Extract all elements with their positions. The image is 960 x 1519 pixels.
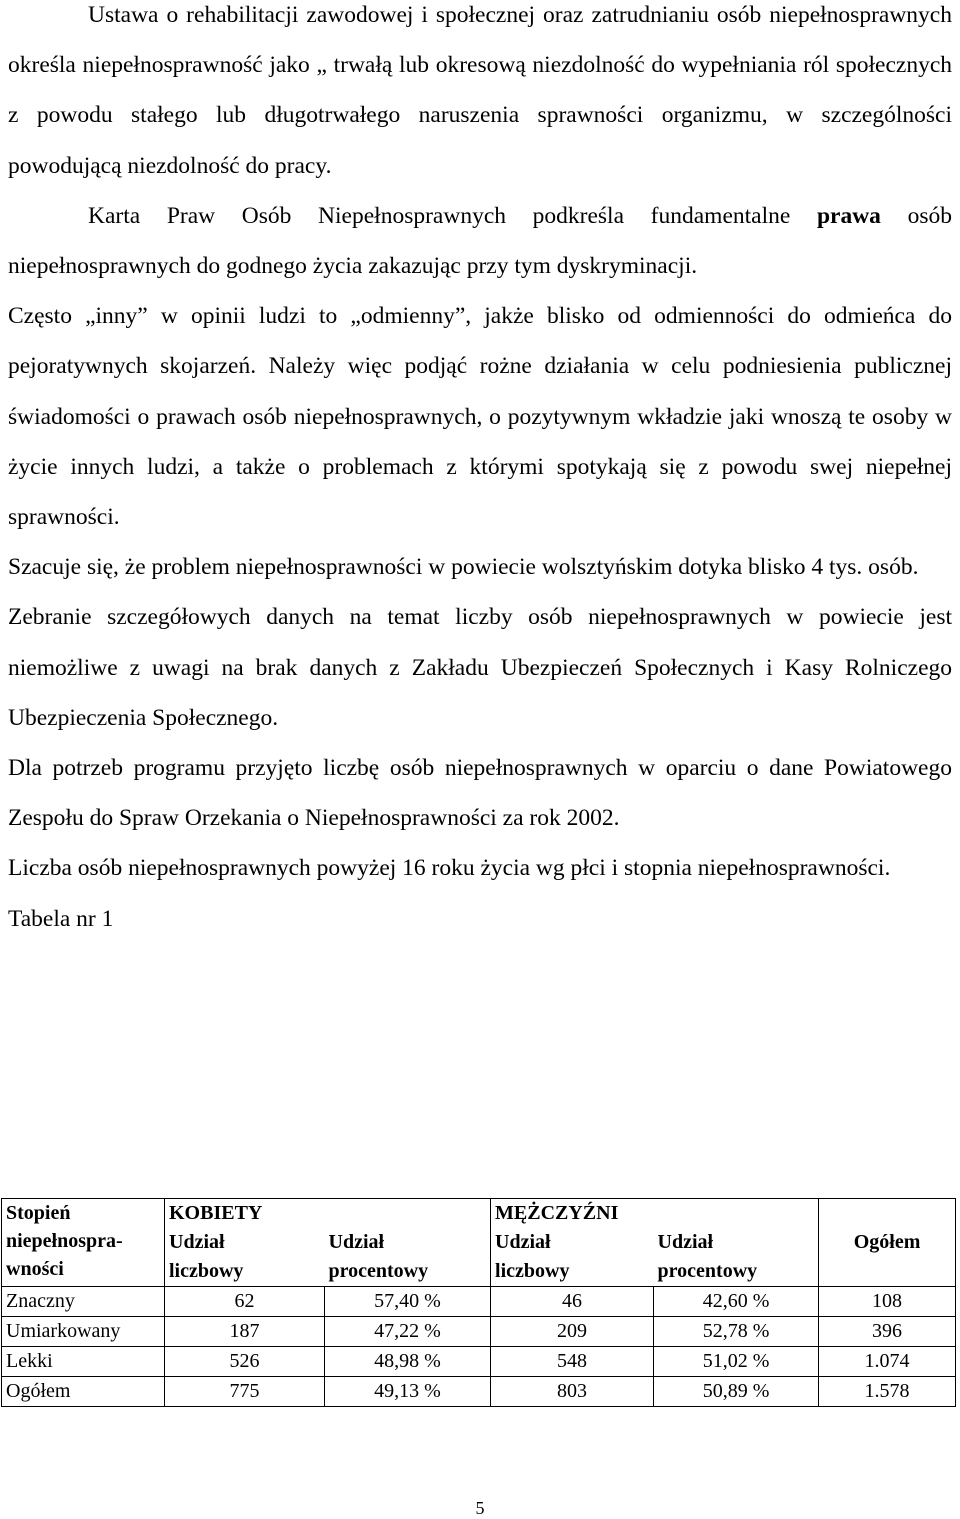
cell-mezczyzni-procentowy: 52,78 % bbox=[654, 1317, 819, 1347]
paragraph-czesto: Często „inny” w opinii ludzi to „odmienny”, jakże blisko od odmienności do odmieńca do pejoratywnych skojarzeń. Należy więc podjąć rożne działania w celu podniesienia publicznej świadomości o prawach osób niepełnosprawnych, o pozytywnym wkładzie jaki wnoszą te osoby w życie innych ludzi, a także o problemach z którymi spotykają się z powodu swej niepełnej sprawności. bbox=[8, 303, 952, 531]
cell-kobiety-procentowy: 49,13 % bbox=[325, 1377, 491, 1407]
paragraph-karta-text-1: Karta Praw Osób Niepełnosprawnych podkreśla fundamentalne bbox=[88, 202, 817, 229]
cell-ogolem: 108 bbox=[819, 1287, 956, 1317]
row-label: Lekki bbox=[2, 1347, 165, 1377]
cell-mezczyzni-liczbowy: 548 bbox=[491, 1347, 654, 1377]
cell-mezczyzni-procentowy: 50,89 % bbox=[654, 1377, 819, 1407]
cell-mezczyzni-liczbowy: 209 bbox=[491, 1317, 654, 1347]
header-procentowy: procentowy bbox=[657, 1260, 758, 1282]
cell-kobiety-procentowy: 47,22 % bbox=[325, 1317, 491, 1347]
header-stopien-l2: niepełnospra- bbox=[6, 1230, 123, 1252]
row-label: Umiarkowany bbox=[2, 1317, 165, 1347]
paragraph-karta-bold: prawa bbox=[816, 202, 881, 229]
header-udzial: Udział bbox=[657, 1231, 714, 1253]
cell-kobiety-liczbowy: 62 bbox=[165, 1287, 325, 1317]
cell-ogolem: 1.074 bbox=[819, 1347, 956, 1377]
cell-kobiety-liczbowy: 775 bbox=[165, 1377, 325, 1407]
paragraph-zebranie: Zebranie szczegółowych danych na temat liczby osób niepełnosprawnych w powiecie jest niemożliwe z uwagi na brak danych z Zakładu Ubezpieczeń Społecznych i Kasy Rolniczego Ubezpieczenia Społecznego. bbox=[8, 604, 952, 731]
cell-mezczyzni-procentowy: 51,02 % bbox=[654, 1347, 819, 1377]
cell-kobiety-procentowy: 57,40 % bbox=[325, 1287, 491, 1317]
cell-mezczyzni-procentowy: 42,60 % bbox=[654, 1287, 819, 1317]
cell-kobiety-procentowy: 48,98 % bbox=[325, 1347, 491, 1377]
cell-mezczyzni-liczbowy: 46 bbox=[491, 1287, 654, 1317]
row-label: Ogółem bbox=[2, 1377, 165, 1407]
header-k-procentowy bbox=[325, 1228, 491, 1287]
table-row bbox=[2, 1287, 956, 1317]
table-row bbox=[2, 1317, 956, 1347]
paragraph-karta-text-2: osób niepełnosprawnych do godnego życia zakazując przy tym dyskryminacji. bbox=[8, 202, 952, 280]
table-caption: Tabela nr 1 bbox=[8, 905, 114, 932]
disability-table bbox=[1, 1198, 956, 1407]
header-kobiety: KOBIETY bbox=[165, 1199, 491, 1229]
header-m-procentowy bbox=[654, 1228, 819, 1287]
header-udzial: Udział bbox=[328, 1231, 385, 1253]
cell-mezczyzni-liczbowy: 803 bbox=[491, 1377, 654, 1407]
header-m-liczbowy bbox=[491, 1228, 654, 1287]
paragraph-karta bbox=[8, 191, 952, 291]
paragraph-ustawa: Ustawa o rehabilitacji zawodowej i społecznej oraz zatrudnianiu osób niepełnosprawnych określa niepełnosprawność jako „ trwałą lub okresową niezdolność do wypełniania ról społecznych z powodu stałego lub długotrwałego naruszenia sprawności organizmu, w szczególności powodującą niezdolność do pracy. bbox=[8, 2, 952, 179]
header-udzial: Udział bbox=[495, 1231, 551, 1253]
header-stopien-l3: wności bbox=[6, 1258, 64, 1280]
cell-kobiety-liczbowy: 526 bbox=[165, 1347, 325, 1377]
row-label: Znaczny bbox=[2, 1287, 165, 1317]
paragraph-liczba: Liczba osób niepełnosprawnych powyżej 16 roku życia wg płci i stopnia niepełnosprawności. bbox=[8, 855, 891, 882]
cell-ogolem: 1.578 bbox=[819, 1377, 956, 1407]
header-ogolem: Ogółem bbox=[819, 1199, 956, 1287]
header-liczbowy: liczbowy bbox=[495, 1260, 570, 1282]
header-liczbowy: liczbowy bbox=[169, 1260, 244, 1282]
header-udzial: Udział bbox=[169, 1231, 225, 1253]
header-stopien-l1: Stopień bbox=[6, 1202, 71, 1224]
page-number: 5 bbox=[475, 1498, 485, 1518]
header-stopien bbox=[2, 1199, 165, 1287]
header-k-liczbowy bbox=[165, 1228, 325, 1287]
header-procentowy: procentowy bbox=[328, 1260, 429, 1282]
table-header-row-1 bbox=[2, 1199, 956, 1229]
table-row bbox=[2, 1347, 956, 1377]
cell-kobiety-liczbowy: 187 bbox=[165, 1317, 325, 1347]
cell-ogolem: 396 bbox=[819, 1317, 956, 1347]
paragraph-szacuje: Szacuje się, że problem niepełnosprawności w powiecie wolsztyńskim dotyka blisko 4 tys. osób. bbox=[8, 554, 919, 581]
table-row bbox=[2, 1377, 956, 1407]
header-mezczyzni: MĘŻCZYŹNI bbox=[491, 1199, 819, 1229]
paragraph-dla-potrzeb: Dla potrzeb programu przyjęto liczbę osób niepełnosprawnych w oparciu o dane Powiatowego Zespołu do Spraw Orzekania o Niepełnosprawności za rok 2002. bbox=[8, 755, 952, 832]
